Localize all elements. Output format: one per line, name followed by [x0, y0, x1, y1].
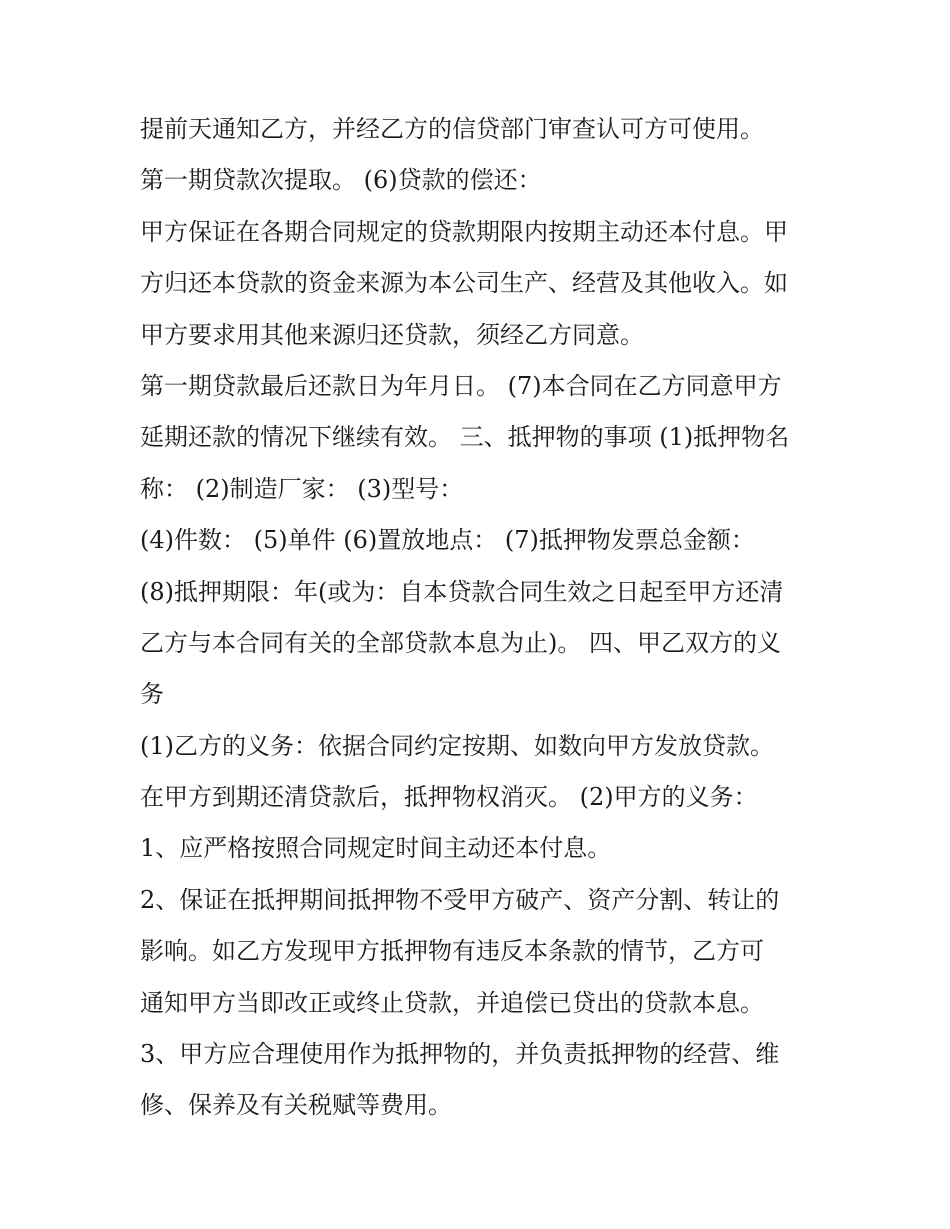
- text-line: 3、甲方应合理使用作为抵押物的，并负责抵押物的经营、维: [140, 1040, 780, 1069]
- text-line: 甲方要求用其他来源归还贷款，须经乙方同意。: [140, 320, 644, 349]
- contract-text: [140, 104, 820, 1132]
- text-line: 第一期贷款最后还款日为年月日。 (7)本合同在乙方同意甲方: [140, 371, 782, 400]
- text-line: 乙方与本合同有关的全部贷款本息为止)。 四、甲乙双方的义: [140, 628, 781, 657]
- text-line: (8)抵押期限：年(或为：自本贷款合同生效之日起至甲方还清: [140, 577, 784, 606]
- text-line: 方归还本贷款的资金来源为本公司生产、经营及其他收入。如: [140, 269, 788, 298]
- text-line: 甲方保证在各期合同规定的贷款期限内按期主动还本付息。甲: [140, 217, 788, 246]
- text-line: (1)乙方的义务：依据合同约定按期、如数向甲方发放贷款。: [140, 731, 774, 760]
- text-line: 延期还款的情况下继续有效。 三、抵押物的事项 (1)抵押物名: [140, 423, 790, 452]
- text-line: 影响。如乙方发现甲方抵押物有违反本条款的情节，乙方可: [140, 937, 764, 966]
- text-line: 通知甲方当即改正或终止贷款，并追偿已贷出的贷款本息。: [140, 988, 764, 1017]
- text-line: 修、保养及有关税赋等费用。: [140, 1091, 452, 1120]
- text-line: 1、应严格按照合同规定时间主动还本付息。: [140, 834, 612, 863]
- text-line: 2、保证在抵押期间抵押物不受甲方破产、资产分割、转让的: [140, 885, 780, 914]
- text-line: 提前天通知乙方，并经乙方的信贷部门审查认可方可使用。: [140, 115, 764, 143]
- text-line: 在甲方到期还清贷款后，抵押物权消灭。 (2)甲方的义务：: [140, 783, 758, 812]
- text-line: 称： (2)制造厂家： (3)型号：: [140, 474, 464, 503]
- text-line: 务: [140, 680, 164, 709]
- text-line: 第一期贷款次提取。 (6)贷款的偿还：: [140, 166, 542, 195]
- text-line: (4)件数： (5)单件 (6)置放地点： (7)抵押物发票总金额：: [140, 526, 755, 555]
